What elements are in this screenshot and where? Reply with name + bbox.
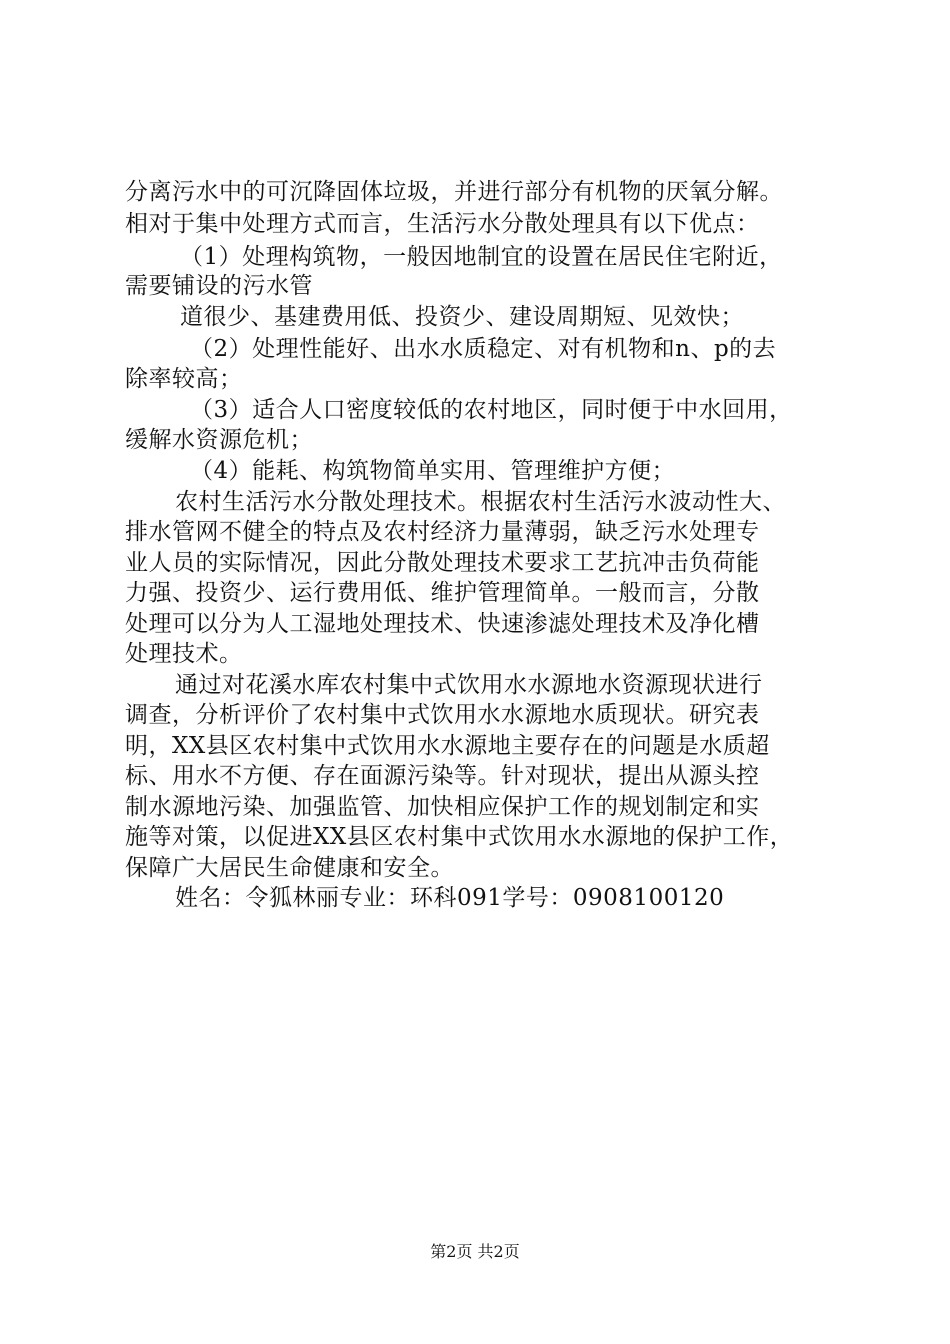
text-line: 除率较高；: [125, 366, 243, 392]
text-line: 处理可以分为人工湿地处理技术、快速渗滤处理技术及净化槽: [125, 611, 760, 637]
author-info-line: 姓名：令狐林丽专业：环科091学号：0908100120: [175, 885, 725, 911]
text-line: （1）处理构筑物，一般因地制宜的设置在居民住宅附近，: [180, 244, 783, 270]
text-line: 业人员的实际情况，因此分散处理技术要求工艺抗冲击负荷能: [125, 550, 760, 576]
text-line: （4）能耗、构筑物简单实用、管理维护方便；: [190, 458, 676, 484]
text-line: 调查，分析评价了农村集中式饮用水水源地水质现状。研究表: [125, 702, 760, 728]
page-number-footer: 第2页 共2页: [430, 1242, 520, 1261]
text-line: （3）适合人口密度较低的农村地区，同时便于中水回用，: [190, 397, 793, 423]
text-line: 分离污水中的可沉降固体垃圾，并进行部分有机物的厌氧分解。: [125, 179, 783, 205]
text-line: 处理技术。: [125, 641, 243, 667]
text-line: 施等对策，以促进XX县区农村集中式饮用水水源地的保护工作，: [125, 824, 794, 850]
text-line: 保障广大居民生命健康和安全。: [125, 855, 454, 881]
text-line: 通过对花溪水库农村集中式饮用水水源地水资源现状进行: [175, 672, 763, 698]
text-line: 制水源地污染、加强监管、加快相应保护工作的规划制定和实: [125, 794, 760, 820]
text-line: （2）处理性能好、出水水质稳定、对有机物和n、p的去: [190, 336, 777, 362]
text-line: 力强、投资少、运行费用低、维护管理简单。一般而言，分散: [125, 580, 760, 606]
text-line: 标、用水不方便、存在面源污染等。针对现状，提出从源头控: [125, 763, 760, 789]
text-line: 明，XX县区农村集中式饮用水水源地主要存在的问题是水质超: [125, 733, 770, 759]
text-line: 相对于集中处理方式而言，生活污水分散处理具有以下优点：: [125, 211, 760, 237]
text-line: 缓解水资源危机；: [125, 427, 313, 453]
text-line: 道很少、基建费用低、投资少、建设周期短、见效快；: [180, 304, 744, 330]
text-line: 农村生活污水分散处理技术。根据农村生活污水波动性大、: [175, 489, 786, 515]
text-line: 排水管网不健全的特点及农村经济力量薄弱，缺乏污水处理专: [125, 519, 760, 545]
text-line: 需要铺设的污水管: [125, 273, 313, 299]
